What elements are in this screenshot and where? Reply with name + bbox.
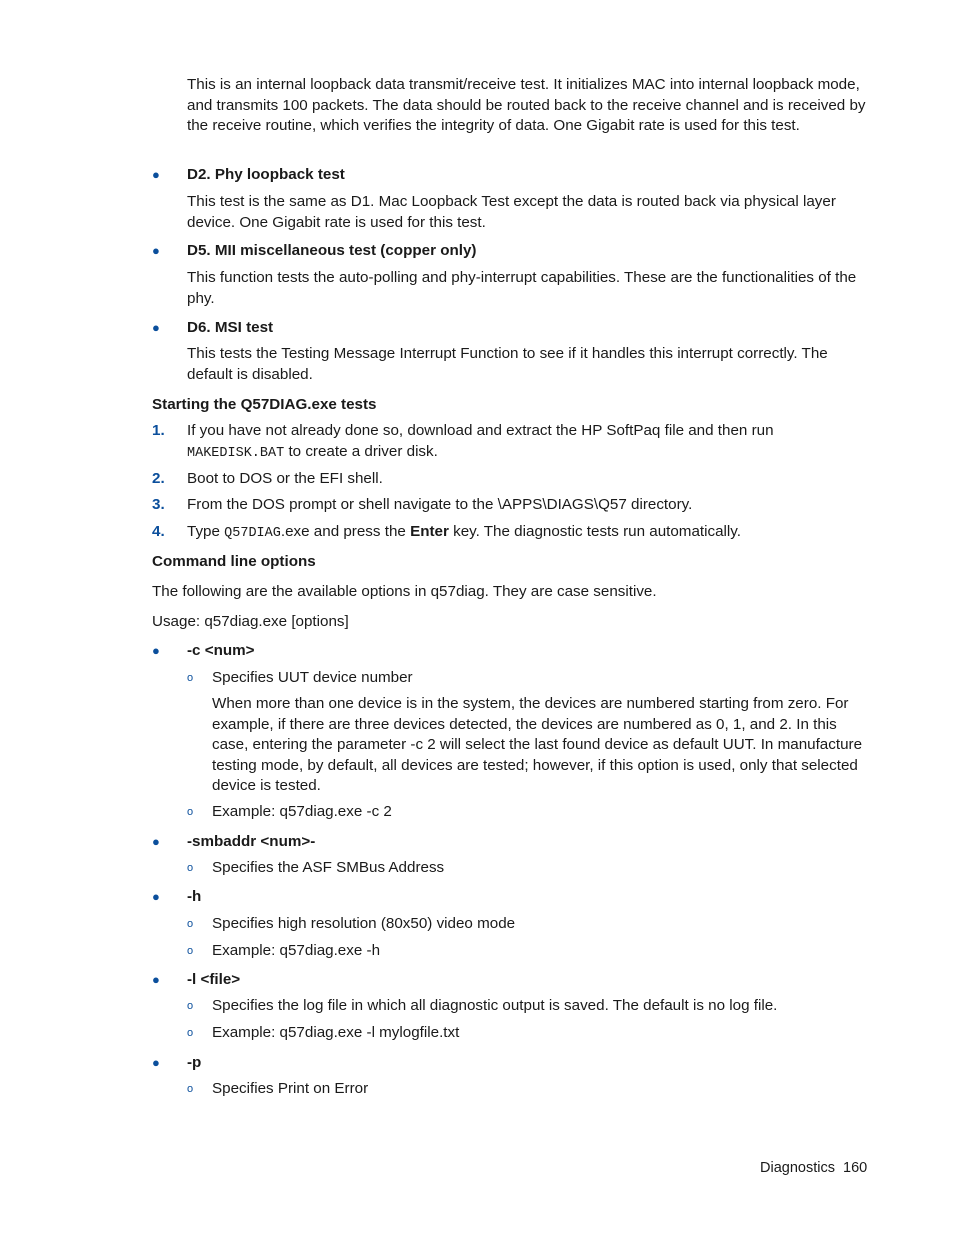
bullet-icon: ● (152, 1055, 160, 1070)
bullet-icon: ● (152, 243, 160, 258)
option-item: Specifies high resolution (80x50) video mode (212, 915, 516, 932)
option-item: Specifies Print on Error (212, 1080, 369, 1097)
option-item: Specifies UUT device number (212, 669, 413, 686)
sub-bullet-icon: o (187, 945, 194, 957)
code-makedisk: MAKEDISK.BAT (187, 445, 285, 461)
step-number: 1. (152, 422, 165, 439)
command-intro: The following are the available options in q57diag. They are case sensitive. (152, 583, 657, 600)
enter-key-label: Enter (410, 523, 449, 540)
bullet-icon: ● (152, 834, 160, 849)
test-desc-d2: This test is the same as D1. Mac Loopback Test except the data is routed back via physical layer device. One Gigabit rate is used for this test. (187, 193, 836, 231)
usage-line: Usage: q57diag.exe [options] (152, 613, 349, 630)
option-flag: -l <file> (187, 971, 241, 988)
option-flag: -h (187, 888, 202, 905)
option-item: Specifies the log file in which all diagnostic output is saved. The default is no log file. (212, 997, 778, 1014)
bullet-icon: ● (152, 320, 160, 335)
sub-bullet-icon: o (187, 862, 194, 874)
sub-bullet-icon: o (187, 918, 194, 930)
option-item: Example: q57diag.exe -l mylogfile.txt (212, 1024, 460, 1041)
section-heading-command-line: Command line options (152, 553, 316, 570)
step-4-text: Type Q57DIAG.exe and press the Enter key. The diagnostic tests run automatically. (187, 523, 741, 541)
sub-bullet-icon: o (187, 672, 194, 684)
option-flag: -p (187, 1054, 202, 1071)
step-3-text: From the DOS prompt or shell navigate to the \APPS\DIAGS\Q57 directory. (187, 496, 693, 513)
sub-bullet-icon: o (187, 1000, 194, 1012)
test-desc-d6: This tests the Testing Message Interrupt Function to see if it handles this interrupt correctly. The default is disabled. (187, 345, 828, 383)
step-number: 3. (152, 496, 165, 513)
bullet-icon: ● (152, 889, 160, 904)
test-desc-d5: This function tests the auto-polling and phy-interrupt capabilities. These are the functionalities of the phy. (187, 269, 857, 307)
page-number: 160 (843, 1160, 868, 1176)
test-title-d6: D6. MSI test (187, 319, 274, 336)
option-detail: When more than one device is in the system, the devices are numbered starting from zero. For example, if there are three devices detected, the devices are numbered as 0, 1, and 2. In this case, entering the parameter -c 2 will select the last found device as default UUT. In manufacture testing mode, by default, all devices are tested; however, if this option is used, only that selected device is tested. (212, 695, 863, 794)
option-flag: -c <num> (187, 642, 255, 659)
option-item: Example: q57diag.exe -c 2 (212, 803, 392, 820)
test-title-d5: D5. MII miscellaneous test (copper only) (187, 242, 477, 259)
bullet-icon: ● (152, 167, 160, 182)
option-flag: -smbaddr <num>- (187, 833, 316, 850)
sub-bullet-icon: o (187, 1027, 194, 1039)
intro-paragraph: This is an internal loopback data transmit/receive test. It initializes MAC into internal loopback mode, and transmits 100 packets. The data should be routed back to the receive channel and is received by the receive routine, which verifies the integrity of data. One Gigabit rate is used for this test. (187, 76, 866, 134)
code-q57diag: Q57DIAG (224, 526, 281, 541)
section-heading-starting: Starting the Q57DIAG.exe tests (152, 396, 377, 413)
step-2-text: Boot to DOS or the EFI shell. (187, 470, 383, 487)
sub-bullet-icon: o (187, 1083, 194, 1095)
option-item: Specifies the ASF SMBus Address (212, 859, 445, 876)
step-number: 2. (152, 470, 165, 487)
step-1-text: If you have not already done so, download and extract the HP SoftPaq file and then run MAKEDISK.BAT to create a driver disk. (187, 422, 774, 461)
test-title-d2: D2. Phy loopback test (187, 166, 345, 183)
footer-section-name: Diagnostics (760, 1160, 835, 1176)
step-number: 4. (152, 523, 165, 540)
bullet-icon: ● (152, 972, 160, 987)
sub-bullet-icon: o (187, 806, 194, 818)
option-item: Example: q57diag.exe -h (212, 942, 381, 959)
bullet-icon: ● (152, 643, 160, 658)
